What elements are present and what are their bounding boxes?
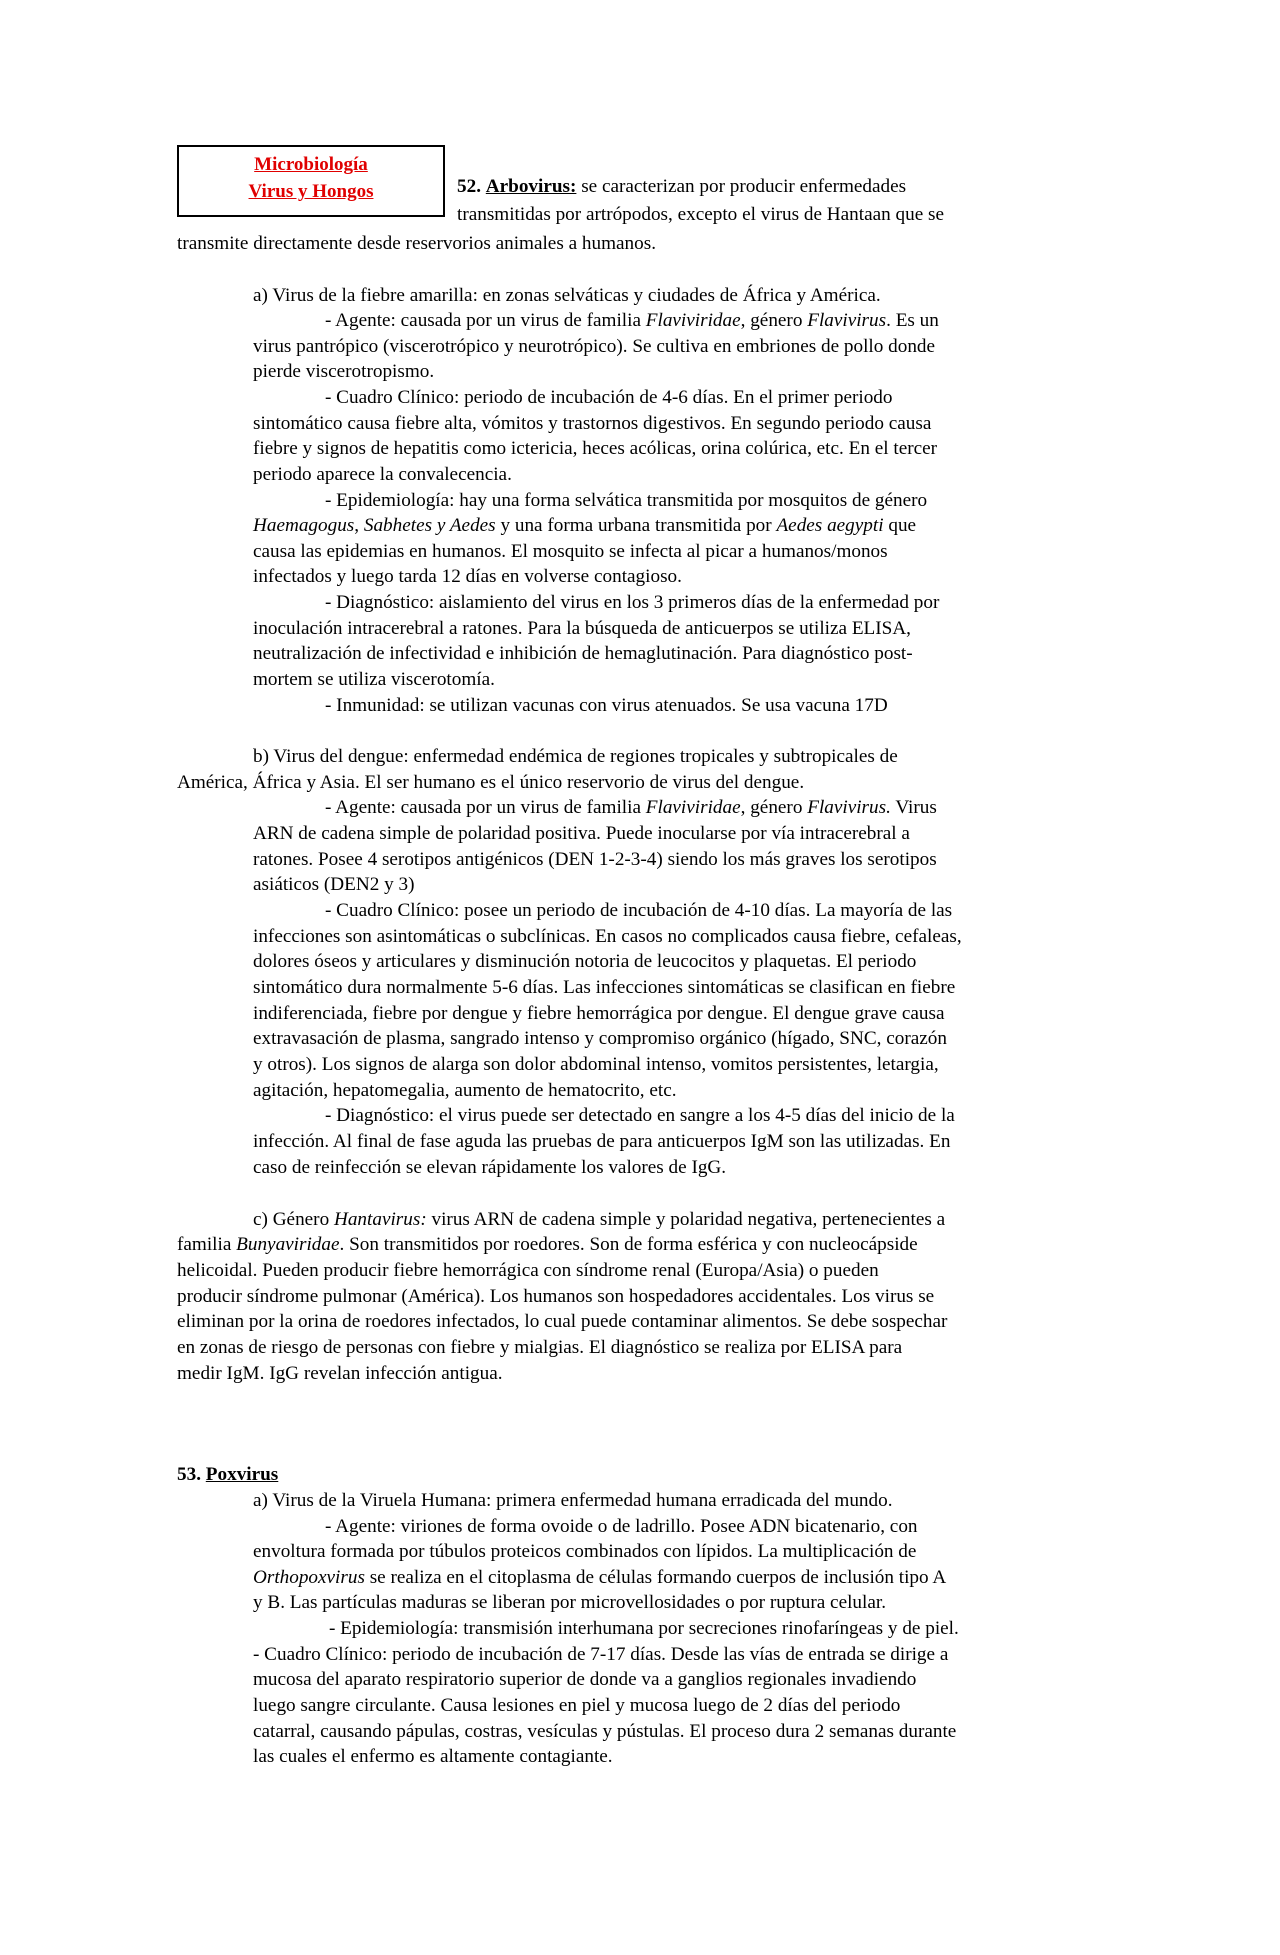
paragraph-line: - Inmunidad: se utilizan vacunas con virus atenuados. Se usa vacuna 17D — [325, 695, 888, 716]
paragraph-line: - Diagnóstico: el virus puede ser detectado en sangre a los 4-5 días del inicio de la — [325, 1105, 955, 1126]
paragraph-line: ARN de cadena simple de polaridad positiva. Puede inocularse por vía intracerebral a — [253, 823, 910, 844]
subsection-c-title: c) Género Hantavirus: virus ARN de cadena simple y polaridad negativa, pertenecientes a — [253, 1209, 946, 1230]
paragraph-line: mucosa del aparato respiratorio superior de donde va a ganglios regionales invadiendo — [253, 1669, 917, 1690]
paragraph-line: periodo aparece la convalecencia. — [253, 464, 512, 485]
paragraph-line: - Cuadro Clínico: periodo de incubación de 7-17 días. Desde las vías de entrada se dirige a — [253, 1644, 949, 1665]
paragraph-line: - Diagnóstico: aislamiento del virus en los 3 primeros días de la enfermedad por — [325, 592, 940, 613]
paragraph-line: Orthopoxvirus se realiza en el citoplasma de células formando cuerpos de inclusión tipo A — [253, 1567, 947, 1588]
paragraph-line: - Agente: causada por un virus de familia Flaviviridae, género Flavivirus. Virus — [325, 797, 937, 818]
paragraph-line: América, África y Asia. El ser humano es el único reservorio de virus del dengue. — [177, 772, 805, 793]
paragraph-line: neutralización de infectividad e inhibición de hemaglutinación. Para diagnóstico post- — [253, 643, 913, 664]
paragraph-line: familia Bunyaviridae. Son transmitidos por roedores. Son de forma esférica y con nucleocápside — [177, 1234, 918, 1255]
section-52-heading: 52. Arbovirus: se caracterizan por producir enfermedades — [457, 176, 907, 197]
subsection-a-title: a) Virus de la Viruela Humana: primera enfermedad humana erradicada del mundo. — [253, 1490, 893, 1511]
paragraph-line: en zonas de riesgo de personas con fiebre y mialgias. El diagnóstico se realiza por ELISA para — [177, 1337, 903, 1358]
paragraph-line: inoculación intracerebral a ratones. Para la búsqueda de anticuerpos se utiliza ELISA, — [253, 618, 911, 639]
paragraph-line: mortem se utiliza viscerotomía. — [253, 669, 495, 690]
paragraph-line: envoltura formada por túbulos proteicos combinados con lípidos. La multiplicación de — [253, 1541, 917, 1562]
paragraph-line: transmite directamente desde reservorios animales a humanos. — [177, 233, 656, 254]
paragraph-line: medir IgM. IgG revelan infección antigua. — [177, 1363, 503, 1384]
paragraph-line: infecciones son asintomáticas o subclínicas. En casos no complicados causa fiebre, cefaleas, — [253, 926, 962, 947]
paragraph-line: caso de reinfección se elevan rápidamente los valores de IgG. — [253, 1157, 727, 1178]
paragraph-line: - Epidemiología: hay una forma selvática transmitida por mosquitos de género — [325, 490, 928, 511]
paragraph-line: helicoidal. Pueden producir fiebre hemorrágica con síndrome renal (Europa/Asia) o pueden — [177, 1260, 879, 1281]
paragraph-line: catarral, causando pápulas, costras, vesículas y pústulas. El proceso dura 2 semanas durante — [253, 1721, 957, 1742]
paragraph-line: fiebre y signos de hepatitis como ictericia, heces acólicas, orina colúrica, etc. En el tercer — [253, 438, 938, 459]
subsection-a-title: a) Virus de la fiebre amarilla: en zonas selváticas y ciudades de África y América. — [253, 285, 881, 306]
paragraph-line: eliminan por la orina de roedores infectados, lo cual puede contaminar alimentos. Se debe sospechar — [177, 1311, 948, 1332]
paragraph-line: producir síndrome pulmonar (América). Los humanos son hospedadores accidentales. Los virus se — [177, 1286, 935, 1307]
paragraph-line: transmitidas por artrópodos, excepto el virus de Hantaan que se — [457, 204, 945, 225]
paragraph-line: agitación, hepatomegalia, aumento de hematocrito, etc. — [253, 1080, 677, 1101]
paragraph-line: extravasación de plasma, sangrado intenso y compromiso orgánico (hígado, SNC, corazón — [253, 1028, 947, 1049]
paragraph-line: indiferenciada, fiebre por dengue y fiebre hemorrágica por dengue. El dengue grave causa — [253, 1003, 945, 1024]
subject-header-box — [177, 145, 445, 217]
paragraph-line: asiáticos (DEN2 y 3) — [253, 874, 415, 895]
section-52-title: Arbovirus: — [485, 176, 577, 197]
paragraph-line: Haemagogus, Sabhetes y Aedes y una forma urbana transmitida por Aedes aegypti que — [253, 515, 917, 536]
paragraph-line: infección. Al final de fase aguda las pruebas de para anticuerpos IgM son las utilizadas. En — [253, 1131, 951, 1152]
section-53-heading: 53. Poxvirus — [177, 1464, 279, 1485]
paragraph-line: - Cuadro Clínico: posee un periodo de incubación de 4-10 días. La mayoría de las — [325, 900, 953, 921]
paragraph-line: pierde viscerotropismo. — [253, 361, 435, 382]
paragraph-line: y B. Las partículas maduras se liberan por microvellosidades o por ruptura celular. — [253, 1592, 886, 1613]
paragraph-line: virus pantrópico (viscerotrópico y neurotrópico). Se cultiva en embriones de pollo donde — [253, 336, 936, 357]
subject-title: Microbiología — [254, 154, 368, 175]
paragraph-line: ratones. Posee 4 serotipos antigénicos (DEN 1-2-3-4) siendo los más graves los serotipos — [253, 849, 937, 870]
paragraph-line: infectados y luego tarda 12 días en volverse contagioso. — [253, 566, 682, 587]
paragraph-line: - Agente: viriones de forma ovoide o de ladrillo. Posee ADN bicatenario, con — [325, 1516, 918, 1537]
paragraph-line: sintomático causa fiebre alta, vómitos y trastornos digestivos. En segundo periodo causa — [253, 413, 932, 434]
paragraph-line: - Cuadro Clínico: periodo de incubación de 4-6 días. En el primer periodo — [325, 387, 893, 408]
subsection-b-title: b) Virus del dengue: enfermedad endémica de regiones tropicales y subtropicales de — [253, 746, 898, 767]
paragraph-line: - Epidemiología: transmisión interhumana por secreciones rinofaríngeas y de piel. — [329, 1618, 959, 1639]
paragraph-line: y otros). Los signos de alarga son dolor abdominal intenso, vomitos persistentes, letargia, — [253, 1054, 939, 1075]
subject-subtitle: Virus y Hongos — [248, 181, 374, 202]
paragraph-line: sintomático dura normalmente 5-6 días. Las infecciones sintomáticas se clasifican en fiebre — [253, 977, 956, 998]
paragraph-line: luego sangre circulante. Causa lesiones en piel y mucosa luego de 2 días del periodo — [253, 1695, 901, 1716]
paragraph-line: las cuales el enfermo es altamente contagiante. — [253, 1746, 613, 1767]
paragraph-line: - Agente: causada por un virus de familia Flaviviridae, género Flavivirus. Es un — [325, 310, 939, 331]
section-53-title: Poxvirus — [205, 1464, 279, 1485]
paragraph-line: causa las epidemias en humanos. El mosquito se infecta al picar a humanos/monos — [253, 541, 888, 562]
paragraph-line: dolores óseos y articulares y disminución notoria de leucocitos y plaquetas. El periodo — [253, 951, 917, 972]
